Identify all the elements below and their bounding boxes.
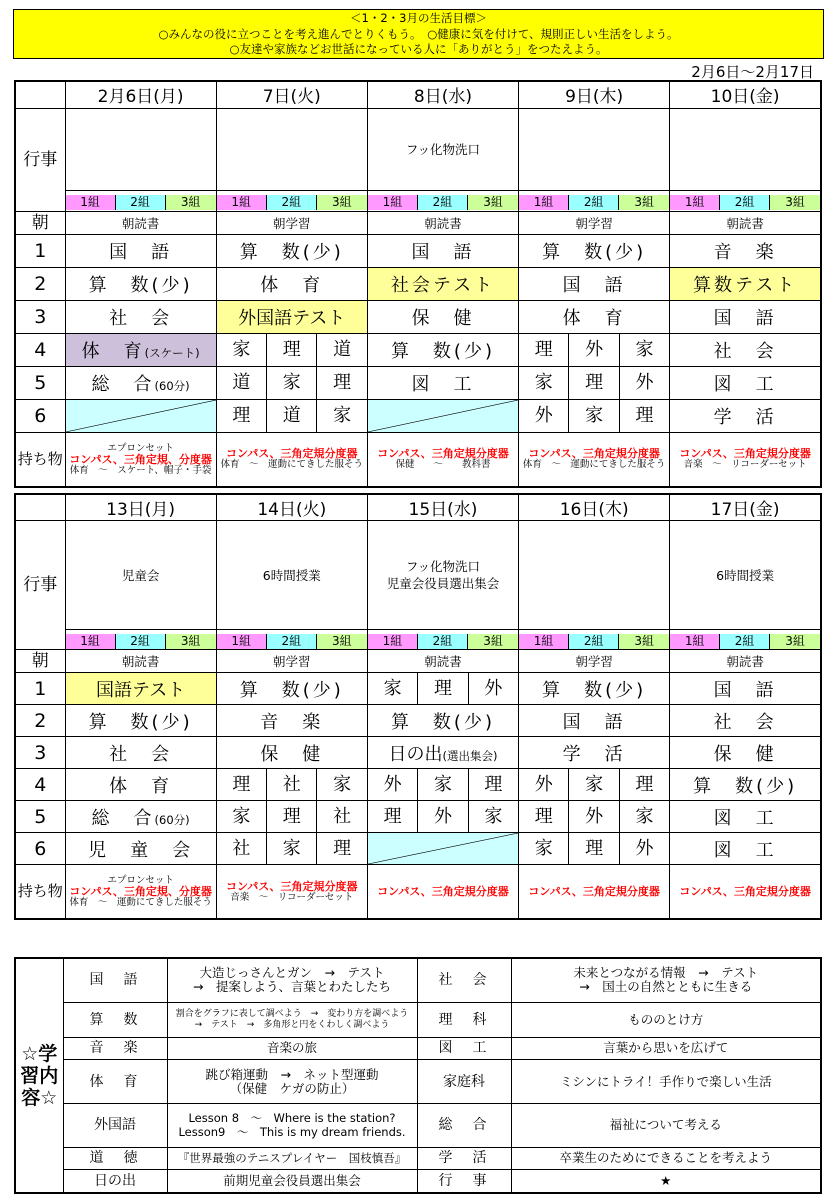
study-content: 言葉から思いを広げて — [511, 1037, 821, 1060]
subject-cell: 児 童 会 — [65, 833, 216, 865]
items-cell: コンパス、三角定規分度器 体育 ～ 運動にてきした服そう — [216, 432, 367, 487]
items-cell: コンパス、三角定規分度器 — [519, 865, 670, 919]
subject-cell: 社 会 — [65, 301, 216, 334]
period-label: 3 — [15, 737, 65, 769]
morning-cell: 朝学習 — [216, 650, 367, 673]
subject-cell: 算 数(少) — [519, 673, 670, 705]
subject-cell: 算 数(少) — [519, 235, 670, 268]
study-subject: 道 徳 — [63, 1147, 167, 1170]
day-header: 15日(水) — [367, 494, 518, 521]
subject-cell: 算 数(少) — [65, 705, 216, 737]
study-subject: 音 楽 — [63, 1037, 167, 1060]
class-tags: 1組 2組 3組 — [216, 191, 367, 212]
split-subject-cell: 理 外 家 — [367, 801, 518, 833]
subject-cell: 図 工 — [367, 367, 518, 400]
day-header: 7日(火) — [216, 81, 367, 108]
subject-cell: 算 数(少) — [65, 268, 216, 301]
subject-cell: 総 合(60分) — [65, 367, 216, 400]
split-subject-cell: 道 家 理 — [216, 367, 367, 400]
study-content: もののとけ方 — [511, 1002, 821, 1037]
subject-cell: 保 健 — [367, 301, 518, 334]
event-cell — [519, 108, 670, 190]
study-subject: 体 育 — [63, 1060, 167, 1104]
morning-cell: 朝学習 — [519, 211, 670, 235]
study-subject: 日の出 — [63, 1170, 167, 1193]
event-cell — [65, 108, 216, 190]
events-label: 行事 — [15, 108, 65, 211]
period-label: 2 — [15, 705, 65, 737]
day-header: 17日(金) — [670, 494, 821, 521]
study-content: 福祉について考える — [511, 1103, 821, 1147]
subject-cell: 算 数(少) — [216, 235, 367, 268]
split-subject-cell: 社 家 理 — [216, 833, 367, 865]
morning-label: 朝 — [15, 650, 65, 673]
date-range: 2月6日～2月17日 — [691, 63, 814, 81]
day-header: 8日(水) — [367, 81, 518, 108]
study-content: 未来とつながる情報 → テスト → 国土の自然とともに生きる — [511, 958, 821, 1002]
items-cell: コンパス、三角定規分度器 体育 ～ 運動にてきした服そう — [519, 432, 670, 487]
subject-cell: 算 数(少) — [367, 705, 518, 737]
subject-cell: 国 語 — [670, 301, 821, 334]
corner-cell — [15, 494, 65, 521]
event-cell — [216, 108, 367, 190]
items-cell: コンパス、三角定規分度器 音楽 ～ リコーダーセット — [216, 865, 367, 919]
goals-title: ＜1・2・3月の生活目標＞ — [350, 11, 487, 25]
subject-cell: 音 楽 — [670, 235, 821, 268]
event-cell: フッ化物洗口 — [367, 108, 518, 190]
event-cell — [670, 108, 821, 190]
event-cell: 6時間授業 — [216, 521, 367, 630]
subject-cell: 保 健 — [216, 737, 367, 769]
class-tags: 1組 2組 3組 — [65, 630, 216, 650]
period-label: 4 — [15, 334, 65, 367]
subject-cell: 社 会 — [65, 737, 216, 769]
morning-cell: 朝学習 — [519, 650, 670, 673]
study-content: 大造じっさんとガン → テスト → 提案しよう、言葉とわたしたち — [167, 958, 417, 1002]
items-cell: コンパス、三角定規分度器 — [670, 865, 821, 919]
subject-cell: 国 語 — [65, 235, 216, 268]
subject-cell: 体 育 — [65, 769, 216, 801]
subject-cell: 国 語 — [367, 235, 518, 268]
subject-cell: 図 工 — [670, 801, 821, 833]
split-subject-cell: 理 道 家 — [216, 399, 367, 432]
subject-cell: 保 健 — [670, 737, 821, 769]
event-cell: 6時間授業 — [670, 521, 821, 630]
goal-line: ○友達や家族などお世話になっている人に「ありがとう」をつたえよう。 — [229, 42, 608, 56]
items-cell: エプロンセット コンパス、三角定規、分度器 体育 ～ スケート、帽子・手袋 — [65, 432, 216, 487]
study-subject: 理 科 — [417, 1002, 511, 1037]
subject-cell: 算 数(少) — [367, 334, 518, 367]
items-cell: コンパス、三角定規分度器 — [367, 865, 518, 919]
subject-cell: 図 工 — [670, 367, 821, 400]
split-subject-cell: 外 家 理 — [519, 399, 670, 432]
class-tags: 1組 2組 3組 — [65, 191, 216, 212]
split-subject-cell: 家 理 外 — [519, 367, 670, 400]
split-subject-cell: 外 家 理 — [519, 769, 670, 801]
period-label: 6 — [15, 833, 65, 865]
subject-cell: 算 数(少) — [670, 769, 821, 801]
week1-schedule — [14, 80, 822, 488]
day-header: 10日(金) — [670, 81, 821, 108]
study-content: 跳び箱運動 → ネット型運動 （保健 ケガの防止） — [167, 1060, 417, 1104]
items-label: 持ち物 — [15, 865, 65, 919]
subject-cell: 日の出(選出集会) — [367, 737, 518, 769]
subject-cell: 国 語 — [519, 705, 670, 737]
study-content: 前期児童会役員選出集会 — [167, 1170, 417, 1193]
class-tags: 1組 2組 3組 — [519, 630, 670, 650]
life-goals-banner — [13, 9, 824, 59]
day-header: 9日(木) — [519, 81, 670, 108]
subject-cell: 図 工 — [670, 833, 821, 865]
split-subject-cell: 家 理 社 — [216, 801, 367, 833]
items-cell: コンパス、三角定規分度器 保健 ～ 教科書 — [367, 432, 518, 487]
subject-cell: 算 数(少) — [216, 673, 367, 705]
period-label: 5 — [15, 801, 65, 833]
day-header: 14日(火) — [216, 494, 367, 521]
morning-cell: 朝読書 — [367, 211, 518, 235]
study-content-table — [14, 957, 822, 1194]
subject-cell: 社 会 — [670, 705, 821, 737]
subject-cell: 体 育(スケート) — [65, 334, 216, 367]
subject-cell: 学 活 — [519, 737, 670, 769]
class-tags: 1組 2組 3組 — [367, 191, 518, 212]
period-label: 5 — [15, 367, 65, 400]
split-subject-cell: 家 理 外 — [519, 833, 670, 865]
subject-cell: 体 育 — [216, 268, 367, 301]
event-cell — [519, 521, 670, 630]
study-subject: 外国語 — [63, 1103, 167, 1147]
study-content: 割合をグラフに表して調べよう → 変わり方を調べよう → テスト → 多角形と円をくわしく調べよう — [167, 1002, 417, 1037]
test-subject-cell: 社会テスト — [367, 268, 518, 301]
test-subject-cell: 外国語テスト — [216, 301, 367, 334]
split-subject-cell: 家 理 外 — [367, 673, 518, 705]
study-content: 音楽の旅 — [167, 1037, 417, 1060]
subject-cell: 社 会 — [670, 334, 821, 367]
study-title: ☆学習内容☆ — [15, 958, 63, 1193]
split-subject-cell: 外 家 理 — [367, 769, 518, 801]
study-subject: 社 会 — [417, 958, 511, 1002]
event-cell: フッ化物洗口 児童会役員選出集会 — [367, 521, 518, 630]
class-tags: 1組 2組 3組 — [670, 630, 821, 650]
study-content: Lesson 8 ～ Where is the station? Lesson9 ～ This is my dream friends. — [167, 1103, 417, 1147]
morning-cell: 朝読書 — [65, 650, 216, 673]
subject-cell: 国 語 — [670, 673, 821, 705]
day-header: 16日(木) — [519, 494, 670, 521]
study-subject: 家庭科 — [417, 1060, 511, 1104]
items-cell: コンパス、三角定規分度器 音楽 ～ リコーダーセット — [670, 432, 821, 487]
period-label: 6 — [15, 399, 65, 432]
period-label: 1 — [15, 673, 65, 705]
week2-schedule — [14, 493, 822, 920]
study-content: 卒業生のためにできることを考えよう — [511, 1147, 821, 1170]
day-header: 13日(月) — [65, 494, 216, 521]
subject-cell: 音 楽 — [216, 705, 367, 737]
test-subject-cell: 国語テスト — [65, 673, 216, 705]
goal-line: ○みんなの役に立つことを考え進んでとりくもう。 ○健康に気を付けて、規則正しい生活をしよう。 — [158, 26, 679, 41]
morning-label: 朝 — [15, 211, 65, 235]
no-class-cell — [367, 833, 518, 865]
subject-cell: 学 活 — [670, 399, 821, 432]
period-label: 4 — [15, 769, 65, 801]
period-label: 2 — [15, 268, 65, 301]
morning-cell: 朝学習 — [216, 211, 367, 235]
morning-cell: 朝読書 — [670, 211, 821, 235]
day-header: 2月6日(月) — [65, 81, 216, 108]
class-tags: 1組 2組 3組 — [367, 630, 518, 650]
no-class-cell — [65, 399, 216, 432]
corner-cell — [15, 81, 65, 108]
class-tags: 1組 2組 3組 — [670, 191, 821, 212]
morning-cell: 朝読書 — [670, 650, 821, 673]
event-cell: 児童会 — [65, 521, 216, 630]
subject-cell: 総 合(60分) — [65, 801, 216, 833]
study-subject: 行 事 — [417, 1170, 511, 1193]
no-class-cell — [367, 399, 518, 432]
split-subject-cell: 理 外 家 — [519, 801, 670, 833]
period-label: 3 — [15, 301, 65, 334]
study-content: ミシンにトライ！手作りで楽しい生活 — [511, 1060, 821, 1104]
study-subject: 図 工 — [417, 1037, 511, 1060]
study-content: 『世界最強のテニスプレイヤー 国枝慎吾』 — [167, 1147, 417, 1170]
test-subject-cell: 算数テスト — [670, 268, 821, 301]
study-subject: 算 数 — [63, 1002, 167, 1037]
events-label: 行事 — [15, 521, 65, 650]
items-cell: エプロンセット コンパス、三角定規、分度器 体育 ～ 運動にてきした服そう — [65, 865, 216, 919]
split-subject-cell: 理 外 家 — [519, 334, 670, 367]
subject-cell: 体 育 — [519, 301, 670, 334]
study-content: ★ — [511, 1170, 821, 1193]
study-subject: 総 合 — [417, 1103, 511, 1147]
morning-cell: 朝読書 — [65, 211, 216, 235]
study-subject: 学 活 — [417, 1147, 511, 1170]
study-subject: 国 語 — [63, 958, 167, 1002]
subject-cell: 国 語 — [519, 268, 670, 301]
split-subject-cell: 家 理 道 — [216, 334, 367, 367]
items-label: 持ち物 — [15, 432, 65, 487]
morning-cell: 朝読書 — [367, 650, 518, 673]
period-label: 1 — [15, 235, 65, 268]
class-tags: 1組 2組 3組 — [519, 191, 670, 212]
class-tags: 1組 2組 3組 — [216, 630, 367, 650]
split-subject-cell: 理 社 家 — [216, 769, 367, 801]
